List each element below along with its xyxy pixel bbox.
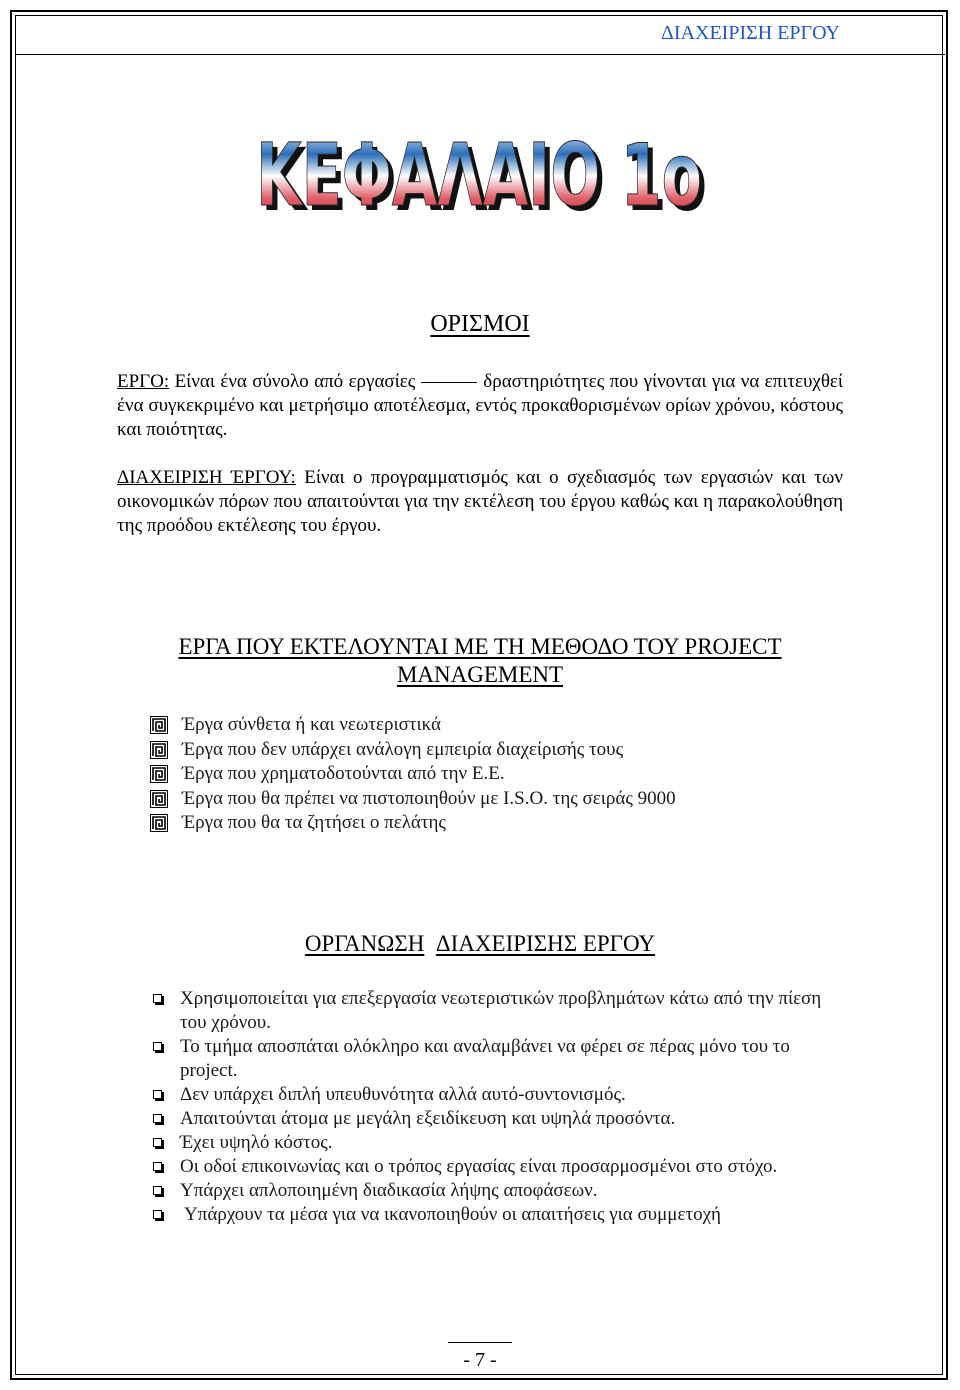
list-item xyxy=(150,811,676,836)
svg-text:ΚΕΦΑΛΑΙΟ 1ο: ΚΕΦΑΛΑΙΟ 1ο xyxy=(261,131,707,230)
management-definition xyxy=(117,466,843,538)
list-item xyxy=(150,1203,850,1227)
list-item xyxy=(150,1179,850,1203)
list-item-text: Απαιτούνται άτομα με μεγάλη εξειδίκευση και υψηλά προσόντα. xyxy=(180,1108,676,1129)
organization-title-part-2: ΔΙΑΧΕΙΡΙΣΗΣ ΕΡΓΟΥ xyxy=(435,931,656,956)
list-item xyxy=(150,1107,850,1131)
management-text: Είναι ο προγραμματισμός και ο σχεδιασμός των εργασιών και των οικονομικών πόρων που απαιτούνται για την εκτέλεση του έργου καθώς και η παρακολούθηση της προόδου εκτέλεσης του έργου. xyxy=(117,467,844,536)
checkbox-bullet-icon xyxy=(153,1090,162,1099)
list-item xyxy=(150,713,676,738)
greek-key-bullet-icon xyxy=(150,765,168,783)
list-item xyxy=(150,762,676,787)
management-term: ΔΙΑΧΕΙΡΙΣΗ ΈΡΓΟΥ: xyxy=(117,467,296,488)
page-number: - 7 - xyxy=(463,1349,497,1371)
checkbox-bullet-icon xyxy=(153,1042,162,1051)
project-text-part-2: δραστηριότητες που γίνονται για να επιτευχθεί ένα συγκεκριμένο και μετρήσιμο αποτέλεσμα, εντός προκαθορισμένων ορίων χρόνου, κόστους και ποιότητας. xyxy=(117,371,844,440)
list-item xyxy=(150,1155,850,1179)
checkbox-bullet-icon xyxy=(153,994,162,1003)
project-text-part-1: Είναι ένα σύνολο από εργασίες xyxy=(174,371,416,392)
checkbox-bullet-icon xyxy=(153,1186,162,1195)
checkbox-bullet-icon xyxy=(153,1210,162,1219)
list-item-text: Έργα που θα πρέπει να πιστοποιηθούν με I.S.O. της σειράς 9000 xyxy=(182,787,676,809)
checkbox-bullet-icon xyxy=(153,1114,162,1123)
dash-rule xyxy=(421,382,477,383)
organization-list xyxy=(150,987,850,1227)
greek-key-bullet-icon xyxy=(150,716,168,734)
checkbox-bullet-icon xyxy=(153,1138,162,1147)
list-item-text: Έργα σύνθετα ή και νεωτεριστικά xyxy=(182,714,441,736)
chapter-title-wordart xyxy=(0,120,960,235)
list-item-text: Έχει υψηλό κόστος. xyxy=(180,1132,333,1153)
list-item-text: Έργα που δεν υπάρχει ανάλογη εμπειρία διαχείρισής τους xyxy=(182,738,624,760)
list-item-text: Χρησιμοποιείται για επεξεργασία νεωτεριστικών προβλημάτων κάτω από την πίεση του χρόνου. xyxy=(180,988,822,1033)
greek-key-bullet-icon xyxy=(150,814,168,832)
projects-list xyxy=(150,713,676,836)
project-term: ΕΡΓΟ: xyxy=(117,371,170,392)
list-item xyxy=(150,787,676,812)
list-item xyxy=(150,987,850,1035)
organization-title-part-1: ΟΡΓΑΝΩΣΗ xyxy=(304,931,425,956)
header-rule xyxy=(15,54,945,55)
list-item-text: Υπάρχει απλοποιημένη διαδικασία λήψης αποφάσεων. xyxy=(180,1180,598,1201)
list-item xyxy=(150,738,676,763)
list-item-text: Έργα που χρηματοδοτούνται από την Ε.Ε. xyxy=(182,763,505,785)
list-item-text: Δεν υπάρχει διπλή υπευθυνότητα αλλά αυτό-συντονισμός. xyxy=(180,1084,626,1105)
greek-key-bullet-icon xyxy=(150,741,168,759)
list-item xyxy=(150,1131,850,1155)
chapter-title-graphic xyxy=(240,120,720,230)
running-header: ΔΙΑΧΕΙΡΙΣΗ ΕΡΓΟΥ xyxy=(661,22,840,44)
list-item xyxy=(150,1035,850,1083)
projects-title-line-2: MANAGEMENT xyxy=(396,662,564,687)
chapter-title-text: ΚΕΦΑΛΑΙΟ 1ο xyxy=(256,126,702,226)
projects-section-title xyxy=(0,633,960,689)
organization-section-title xyxy=(0,930,960,958)
list-item-text: Οι οδοί επικοινωνίας και ο τρόπος εργασίας είναι προσαρμοσμένοι στο στόχο. xyxy=(180,1156,778,1177)
list-item-text: Το τμήμα αποσπάται ολόκληρο και αναλαμβάνει να φέρει σε πέρας μόνο του το project. xyxy=(180,1036,790,1081)
projects-title-line-1: ΕΡΓΑ ΠΟΥ ΕΚΤΕΛΟΥΝΤΑΙ ΜΕ ΤΗ ΜΕΘΟΔΟ ΤΟΥ PROJECT xyxy=(178,634,782,659)
greek-key-bullet-icon xyxy=(150,790,168,808)
list-item xyxy=(150,1083,850,1107)
project-definition xyxy=(117,370,843,442)
definitions-heading: ΟΡΙΣΜΟΙ xyxy=(430,311,530,337)
checkbox-bullet-icon xyxy=(153,1162,162,1171)
list-item-text: Υπάρχουν τα μέσα για να ικανοποιηθούν οι απαιτήσεις για συμμετοχή xyxy=(180,1204,721,1225)
list-item-text: Έργα που θα τα ζητήσει ο πελάτης xyxy=(182,812,446,834)
page-number-rule xyxy=(448,1342,512,1343)
